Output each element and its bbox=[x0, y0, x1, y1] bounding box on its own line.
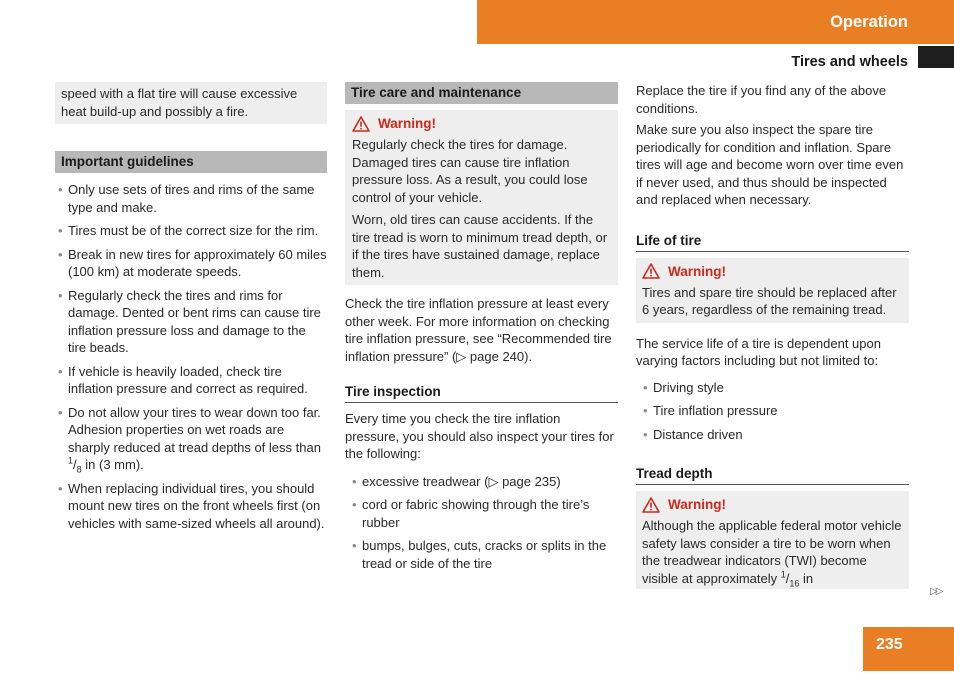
check-pressure-text: Check the tire inflation pressure at least every other week. For more information on checking tire inflation pressure, see “Recommended tire inflation pressure” (▷ page 240). bbox=[345, 296, 612, 364]
tire-care-heading: Tire care and maintenance bbox=[345, 82, 618, 104]
list-item: • Driving style bbox=[643, 379, 724, 395]
list-item: • Regularly check the tires and rims for damage. Dented or bent rims can cause tire inflation pressure loss and damage to the tire beads. bbox=[58, 287, 321, 355]
list-item: • Do not allow your tires to wear down too far. Adhesion properties on wet roads are sharply reduced at tread depths of less than $^1/_8$ in (3 mm). bbox=[58, 404, 321, 475]
warning-text: Although the applicable federal motor vehicle safety laws consider a tire to be worn when the treadwear indicators (TWI) become visible at approximately $^1/_{16}$ in bbox=[642, 518, 902, 589]
warning-heading: Warning! bbox=[642, 262, 903, 281]
reference-arrow-icon: ▷ bbox=[488, 473, 499, 489]
important-guidelines-heading: Important guidelines bbox=[55, 151, 327, 173]
list-item: • excessive treadwear (▷ page 235) bbox=[352, 473, 561, 489]
warning-triangle-icon bbox=[642, 263, 660, 279]
warning-text: Regularly check the tires for damage. Damaged tires can cause tire inflation pressure loss. As a result, you could lose control of your vehicle. bbox=[352, 137, 588, 205]
replace-text: Replace the tire if you find any of the above conditions. bbox=[636, 83, 887, 116]
tire-inspection-heading: Tire inspection bbox=[345, 382, 618, 403]
inspection-text: Every time you check the tire inflation pressure, you should also inspect your tires for the following: bbox=[345, 411, 614, 461]
list-item: • Tire inflation pressure bbox=[643, 403, 778, 418]
guidelines-list bbox=[55, 181, 327, 532]
list-item: • Break in new tires for approximately 60 miles (100 km) at moderate speeds. bbox=[58, 246, 327, 279]
reference-arrow-icon: ▷ bbox=[456, 348, 467, 364]
list-item: • cord or fabric showing through the tire’s rubber bbox=[352, 497, 590, 530]
tread-depth-heading: Tread depth bbox=[636, 464, 909, 485]
page-number: 235 bbox=[876, 636, 903, 653]
carryover-warning-box bbox=[55, 82, 327, 124]
list-item: • Distance driven bbox=[643, 426, 743, 442]
column-middle bbox=[345, 82, 618, 578]
page-reference[interactable]: page 240 bbox=[469, 348, 525, 364]
list-item: • Only use sets of tires and rims of the same type and make. bbox=[58, 182, 315, 215]
section-tab-marker bbox=[918, 46, 954, 68]
carryover-text: speed with a flat tire will cause excessive heat build-up and possibly a fire. bbox=[61, 86, 298, 119]
warning-triangle-icon bbox=[642, 497, 660, 513]
continue-arrow-icon: ▷▷ bbox=[930, 586, 942, 597]
column-right bbox=[636, 82, 909, 589]
tread-warning-box bbox=[636, 491, 909, 589]
list-item: • Tires must be of the correct size for the rim. bbox=[58, 223, 319, 238]
life-of-tire-heading: Life of tire bbox=[636, 231, 909, 252]
subsection-title: Tires and wheels bbox=[791, 54, 908, 70]
warning-heading: Warning! bbox=[642, 495, 903, 514]
inspection-list bbox=[349, 473, 618, 573]
warning-triangle-icon bbox=[352, 116, 370, 132]
list-item: • bumps, bulges, cuts, cracks or splits in the tread or side of the tire bbox=[352, 538, 607, 571]
life-warning-box bbox=[636, 258, 909, 323]
section-title: Operation bbox=[830, 13, 908, 31]
list-item: • When replacing individual tires, you should mount new tires on the front wheels first (on vehicles with same-sized wheels all around). bbox=[58, 480, 325, 531]
warning-heading: Warning! bbox=[352, 114, 611, 133]
page-reference[interactable]: page 235 bbox=[502, 473, 557, 489]
warning-text: Tires and spare tire should be replaced after 6 years, regardless of the remaining tread. bbox=[642, 284, 897, 317]
spare-tire-text: Make sure you also inspect the spare tire periodically for condition and inflation. Spare tires will age and become worn over time even if never used, and thus should be inspected and replaced when necessary. bbox=[636, 122, 904, 207]
service-life-text: The service life of a tire is dependent upon varying factors including but not limited to: bbox=[636, 335, 881, 368]
warning-text: Worn, old tires can cause accidents. If the tire tread is worn to minimum tread depth, or if the tires have sustained damage, replace them. bbox=[352, 212, 608, 280]
list-item: • If vehicle is heavily loaded, check tire inflation pressure and correct as required. bbox=[58, 363, 308, 396]
column-left bbox=[55, 82, 327, 538]
factors-list bbox=[640, 379, 909, 444]
tire-care-warning-box bbox=[345, 110, 618, 285]
